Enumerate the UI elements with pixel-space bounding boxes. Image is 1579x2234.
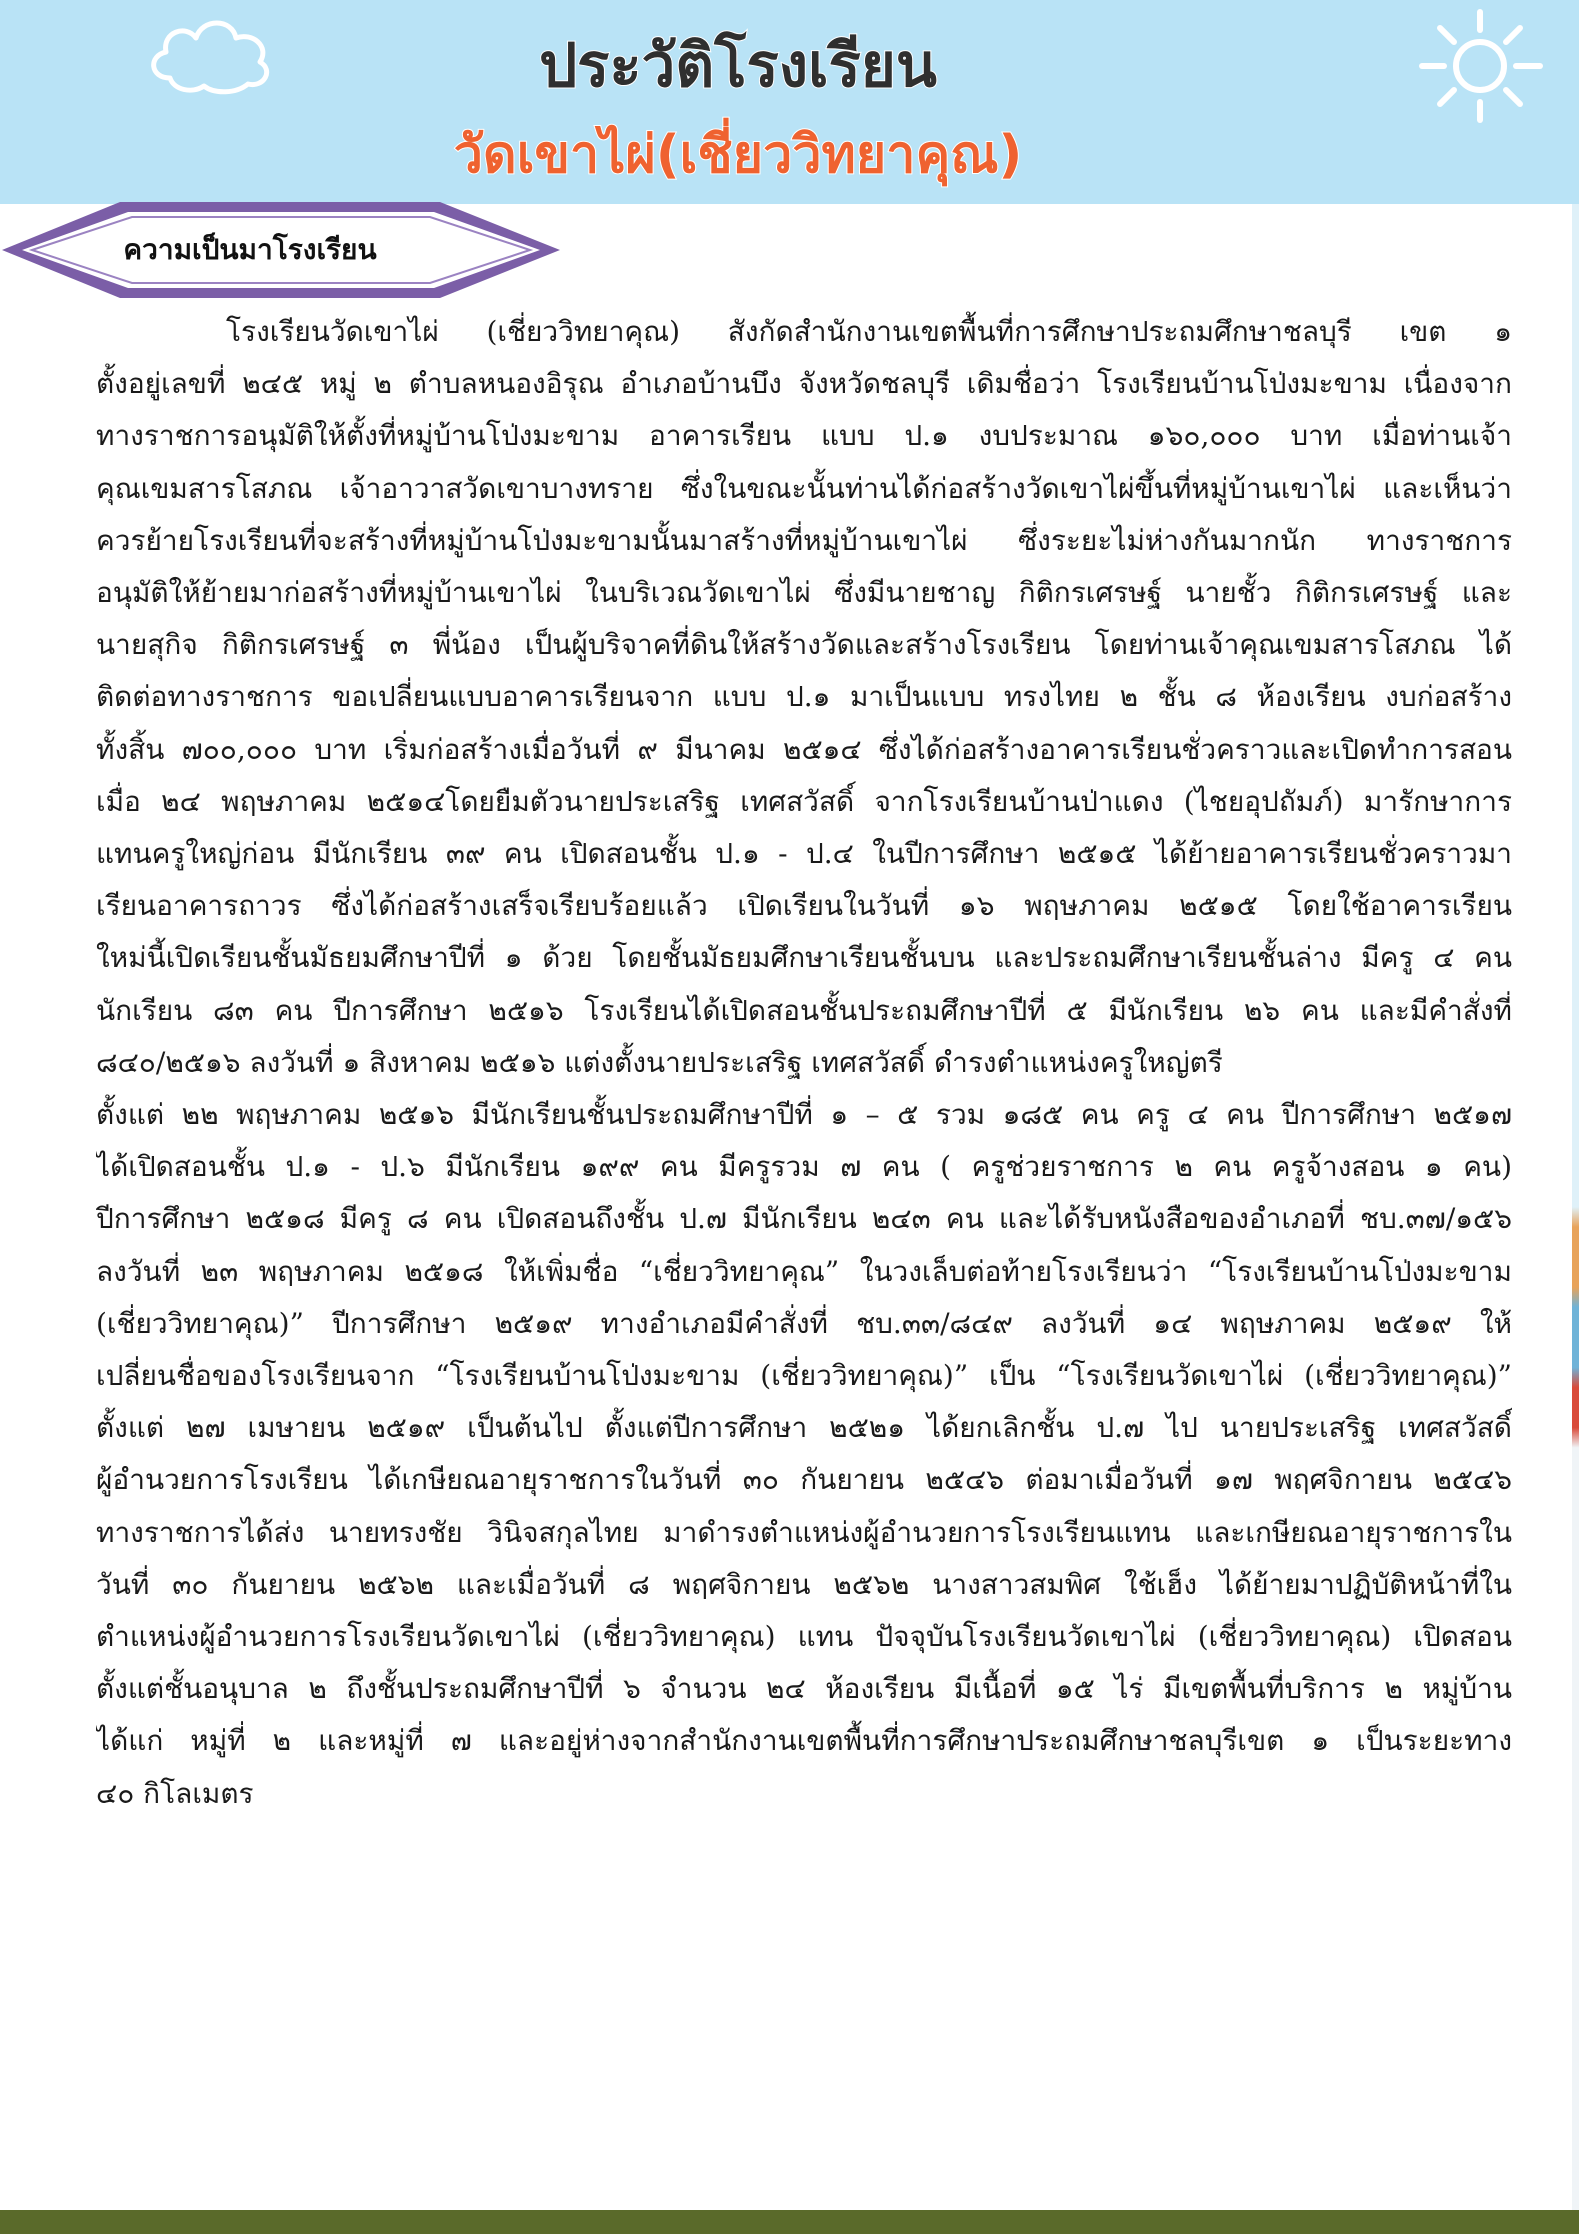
- body-line: ควรย้ายโรงเรียนที่จะสร้างที่หมู่บ้านโป่งมะขามนั้นมาสร้างที่หมู่บ้านเขาไผ่ ซึ่งระยะไม่ห่างกันมากนัก ทางราชการ: [96, 523, 1512, 557]
- sun-icon: [1400, 6, 1560, 126]
- body-line: เรียนอาคารถาวร ซึ่งได้ก่อสร้างเสร็จเรียบร้อยแล้ว เปิดเรียนในวันที่ ๑๖ พฤษภาคม ๒๕๑๕ โดยใช้อาคารเรียน: [96, 889, 1512, 923]
- history-body: [96, 306, 1512, 1820]
- body-line: แทนครูใหญ่ก่อน มีนักเรียน ๓๙ คน เปิดสอนชั้น ป.๑ - ป.๔ ในปีการศึกษา ๒๕๑๕ ได้ย้ายอาคารเรียนชั่วคราวมา: [96, 837, 1512, 871]
- body-line: อนุมัติให้ย้ายมาก่อสร้างที่หมู่บ้านเขาไผ่ ในบริเวณวัดเขาไผ่ ซึ่งมีนายชาญ กิติกรเศรษฐ์ นายชั้ว กิติกรเศรษฐ์ และ: [96, 576, 1512, 610]
- body-line: เปลี่ยนชื่อของโรงเรียนจาก “โรงเรียนบ้านโป่งมะขาม (เชี่ยววิทยาคุณ)” เป็น “โรงเรียนวัดเขาไผ่ (เชี่ยววิทยาคุณ)”: [96, 1359, 1512, 1393]
- body-line: ตำแหน่งผู้อำนวยการโรงเรียนวัดเขาไผ่ (เชี่ยววิทยาคุณ) แทน ปัจจุบันโรงเรียนวัดเขาไผ่ (เชี่ยววิทยาคุณ) เปิดสอน: [96, 1620, 1512, 1654]
- body-line: ตั้งแต่ ๒๗ เมษายน ๒๕๑๙ เป็นต้นไป ตั้งแต่ปีการศึกษา ๒๕๒๑ ได้ยกเลิกชั้น ป.๗ ไป นายประเสริฐ เทศสวัสดิ์: [96, 1411, 1512, 1445]
- body-line: ลงวันที่ ๒๓ พฤษภาคม ๒๕๑๘ ให้เพิ่มชื่อ “เชี่ยววิทยาคุณ” ในวงเล็บต่อท้ายโรงเรียนว่า “โรงเรียนบ้านโป่งมะขาม: [96, 1254, 1512, 1288]
- body-line: ตั้งแต่ชั้นอนุบาล ๒ ถึงชั้นประถมศึกษาปีที่ ๖ จำนวน ๒๔ ห้องเรียน มีเนื้อที่ ๑๕ ไร่ มีเขตพื้นที่บริการ ๒ หมู่บ้าน: [96, 1672, 1512, 1706]
- body-line: โรงเรียนวัดเขาไผ่ (เชี่ยววิทยาคุณ) สังกัดสำนักงานเขตพื้นที่การศึกษาประถมศึกษาชลบุรี เขต ๑: [226, 315, 1512, 348]
- body-line: ทางราชการได้ส่ง นายทรงชัย วินิจสกุลไทย มาดำรงตำแหน่งผู้อำนวยการโรงเรียนแทน และเกษียณอายุราชการใน: [96, 1515, 1512, 1549]
- bottom-border: [0, 2210, 1579, 2234]
- page-title: ประวัติโรงเรียน: [539, 31, 937, 101]
- body-line: นายสุกิจ กิติกรเศรษฐ์ ๓ พี่น้อง เป็นผู้บริจาคที่ดินให้สร้างวัดและสร้างโรงเรียน โดยท่านเจ้าคุณเขมสารโสภณ ได้: [96, 628, 1512, 662]
- body-line: ได้แก่ หมู่ที่ ๒ และหมู่ที่ ๗ และอยู่ห่างจากสำนักงานเขตพื้นที่การศึกษาประถมศึกษาชลบุรีเขต ๑ เป็นระยะทาง: [96, 1724, 1512, 1758]
- body-line: ตั้งแต่ ๒๒ พฤษภาคม ๒๕๑๖ มีนักเรียนชั้นประถมศึกษาปีที่ ๑ – ๕ รวม ๑๘๕ คน ครู ๔ คน ปีการศึกษา ๒๕๑๗: [96, 1098, 1512, 1132]
- body-line: ตั้งอยู่เลขที่ ๒๔๕ หมู่ ๒ ตำบลหนองอิรุณ อำเภอบ้านบึง จังหวัดชลบุรี เดิมชื่อว่า โรงเรียนบ้านโป่งมะขาม เนื่องจาก: [96, 367, 1512, 401]
- body-line: ได้เปิดสอนชั้น ป.๑ - ป.๖ มีนักเรียน ๑๙๙ คน มีครูรวม ๗ คน ( ครูช่วยราชการ ๒ คน ครูจ้างสอน ๑ คน): [96, 1150, 1512, 1184]
- body-line: ติดต่อทางราชการ ขอเปลี่ยนแบบอาคารเรียนจาก แบบ ป.๑ มาเป็นแบบ ทรงไทย ๒ ชั้น ๘ ห้องเรียน งบก่อสร้าง: [96, 680, 1512, 714]
- header-banner: [0, 0, 1579, 204]
- body-line: ทางราชการอนุมัติให้ตั้งที่หมู่บ้านโป่งมะขาม อาคารเรียน แบบ ป.๑ งบประมาณ ๑๖๐,๐๐๐ บาท เมื่อท่านเจ้า: [96, 419, 1512, 453]
- body-line: วันที่ ๓๐ กันยายน ๒๕๖๒ และเมื่อวันที่ ๘ พฤศจิกายน ๒๕๖๒ นางสาวสมพิศ ใช้เฮ็ง ได้ย้ายมาปฏิบัติหน้าที่ใน: [96, 1567, 1512, 1601]
- section-label: ความเป็นมาโรงเรียน: [123, 233, 377, 266]
- body-line: ทั้งสิ้น ๗๐๐,๐๐๐ บาท เริ่มก่อสร้างเมื่อวันที่ ๙ มีนาคม ๒๕๑๔ ซึ่งได้ก่อสร้างอาคารเรียนชั่วคราวและเปิดทำการสอน: [96, 732, 1512, 766]
- body-line: ๔๐ กิโลเมตร: [96, 1776, 254, 1810]
- page-subtitle: วัดเขาไผ่(เชี่ยววิทยาคุณ): [453, 125, 1023, 185]
- body-line: ใหม่นี้เปิดเรียนชั้นมัธยมศึกษาปีที่ ๑ ด้วย โดยชั้นมัธยมศึกษาเรียนชั้นบน และประถมศึกษาเรียนชั้นล่าง มีครู ๔ คน: [96, 941, 1512, 975]
- body-line: ๘๔๐/๒๕๑๖ ลงวันที่ ๑ สิงหาคม ๒๕๑๖ แต่งตั้งนายประเสริฐ เทศสวัสดิ์ ดำรงตำแหน่งครูใหญ่ตรี: [96, 1045, 1223, 1079]
- decorative-edge-strip: [1572, 204, 1579, 2210]
- body-line: เมื่อ ๒๔ พฤษภาคม ๒๕๑๔โดยยืมตัวนายประเสริฐ เทศสวัสดิ์ จากโรงเรียนบ้านป่าแดง (ไชยอุปถัมภ์) มารักษาการ: [96, 784, 1512, 818]
- body-line: (เชี่ยววิทยาคุณ)” ปีการศึกษา ๒๕๑๙ ทางอำเภอมีคำสั่งที่ ชบ.๓๓/๘๔๙ ลงวันที่ ๑๔ พฤษภาคม ๒๕๑๙ ให้: [96, 1306, 1512, 1340]
- body-line: คุณเขมสารโสภณ เจ้าอาวาสวัดเขาบางทราย ซึ่งในขณะนั้นท่านได้ก่อสร้างวัดเขาไผ่ขึ้นที่หมู่บ้านเขาไผ่ และเห็นว่า: [96, 471, 1512, 505]
- body-line: นักเรียน ๘๓ คน ปีการศึกษา ๒๕๑๖ โรงเรียนได้เปิดสอนชั้นประถมศึกษาปีที่ ๕ มีนักเรียน ๒๖ คน และมีคำสั่งที่: [96, 993, 1512, 1027]
- body-line: ปีการศึกษา ๒๕๑๘ มีครู ๘ คน เปิดสอนถึงชั้น ป.๗ มีนักเรียน ๒๔๓ คน และได้รับหนังสือของอำเภอที่ ชบ.๓๗/๑๕๖: [96, 1202, 1512, 1236]
- body-line: ผู้อำนวยการโรงเรียน ได้เกษียณอายุราชการในวันที่ ๓๐ กันยายน ๒๕๔๖ ต่อมาเมื่อวันที่ ๑๗ พฤศจิกายน ๒๕๔๖: [96, 1463, 1512, 1497]
